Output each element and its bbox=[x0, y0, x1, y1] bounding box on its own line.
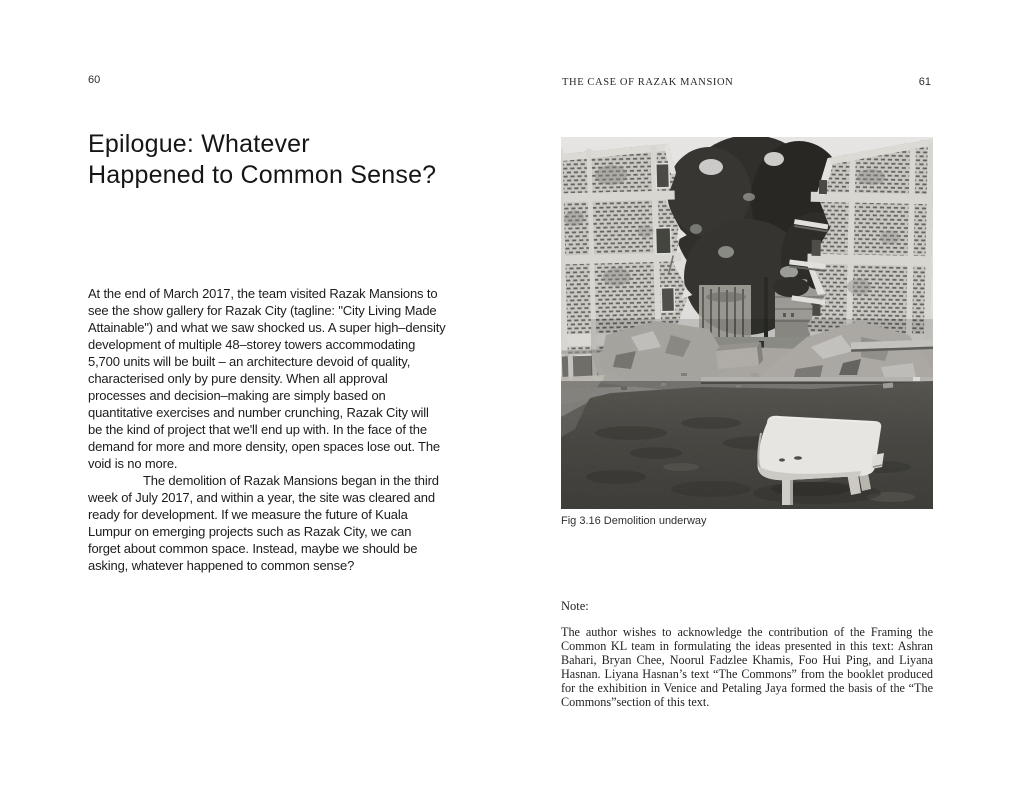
note-text: The author wishes to acknowledge the contribution of the Framing the Common KL team in formulating the ideas presented in this text: Ashran Bahari, Bryan Chee, Noorul Fadzlee Khamis, Foo Hui Ping, and Liyana Hasnan. Liyana Hasnan’s text “The Commons” from the booklet produced for the exhibition in Venice and Petaling Jaya formed the basis of the “The Commons”section of this text. bbox=[561, 625, 933, 709]
paragraph-1: At the end of March 2017, the team visited Razak Mansions to see the show gallery for Razak City (tagline: "City Living Made Attainable") and what we saw shocked us. A super high–density development of multiple 48–storey towers accommodating 5,700 units will be built – an architecture devoid of quality, characterised only by pure density. When all approval processes and decision–making are simply based on quantitative exercises and number crunching, Razak City will be the kind of project that we'll end up with. In the face of the demand for more and more density, open spaces lose out. The void is no more. bbox=[88, 286, 446, 471]
note-label: Note: bbox=[561, 599, 589, 613]
figure-caption: Fig 3.16 Demolition underway bbox=[561, 515, 707, 527]
heading-line-1: Epilogue: Whatever bbox=[88, 130, 310, 158]
page-number-right: 61 bbox=[918, 76, 931, 88]
page-number-left: 60 bbox=[88, 74, 101, 86]
heading-line-2: Happened to Common Sense? bbox=[88, 161, 437, 189]
demolition-photo-art bbox=[561, 137, 933, 509]
running-head: THE CASE OF RAZAK MANSION bbox=[562, 77, 734, 88]
demolition-photo bbox=[561, 137, 933, 509]
body-text bbox=[88, 285, 446, 574]
chapter-heading bbox=[88, 129, 436, 191]
paragraph-2: The demolition of Razak Mansions began in the third week of July 2017, and within a year, the site was cleared and ready for development. If we measure the future of Kuala Lumpur on emerging projects such as Razak City, we can forget about common space. Instead, maybe we should be asking, whatever happened to common sense? bbox=[88, 473, 439, 573]
